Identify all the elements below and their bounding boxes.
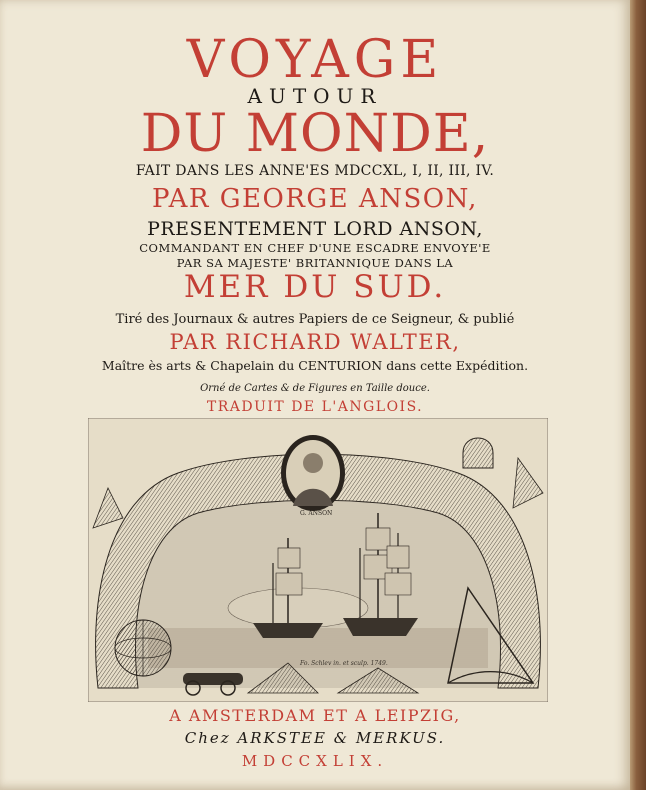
author-title-line: PRESENTEMENT LORD ANSON, bbox=[147, 218, 483, 240]
command-line-1: COMMANDANT EN CHEF D'UNE ESCADRE ENVOYE'E bbox=[139, 241, 491, 255]
title-voyage: VOYAGE bbox=[186, 30, 444, 90]
illustrations-line: Orné de Cartes & de Figures en Taille douce. bbox=[200, 383, 430, 394]
publisher-line: Chez ARKSTEE & MERKUS. bbox=[184, 729, 446, 747]
title-du-monde: DU MONDE, bbox=[140, 104, 490, 164]
title-autour: AUTOUR bbox=[247, 84, 383, 108]
editor-role-line: Maître ès arts & Chapelain du CENTURION dans cette Expédition. bbox=[101, 358, 529, 373]
command-line-2: PAR SA MAJESTE' BRITANNIQUE DANS LA bbox=[176, 256, 454, 270]
places-line: A AMSTERDAM ET A LEIPZIG, bbox=[169, 706, 461, 725]
date-line: MDCCXLIX. bbox=[241, 752, 389, 770]
sea-line: MER DU SUD. bbox=[183, 269, 447, 305]
portrait-label: G. ANSON bbox=[300, 510, 333, 517]
years-line: FAIT DANS LES ANNE'ES MDCCXL, I, II, III, IV. bbox=[135, 163, 495, 179]
author-line: PAR GEORGE ANSON, bbox=[152, 184, 478, 214]
portrait-medallion bbox=[281, 435, 345, 511]
globe bbox=[115, 620, 171, 676]
source-line: Tiré des Journaux & autres Papiers de ce Seigneur, & publié bbox=[115, 312, 515, 327]
translated-line: TRADUIT DE L'ANGLOIS. bbox=[206, 399, 424, 415]
editor-line: PAR RICHARD WALTER, bbox=[169, 330, 461, 354]
engraver-signature: Fo. Schlev in. et sculp. 1749. bbox=[300, 660, 388, 667]
helmet bbox=[463, 438, 493, 468]
book-spine-edge bbox=[630, 0, 646, 790]
